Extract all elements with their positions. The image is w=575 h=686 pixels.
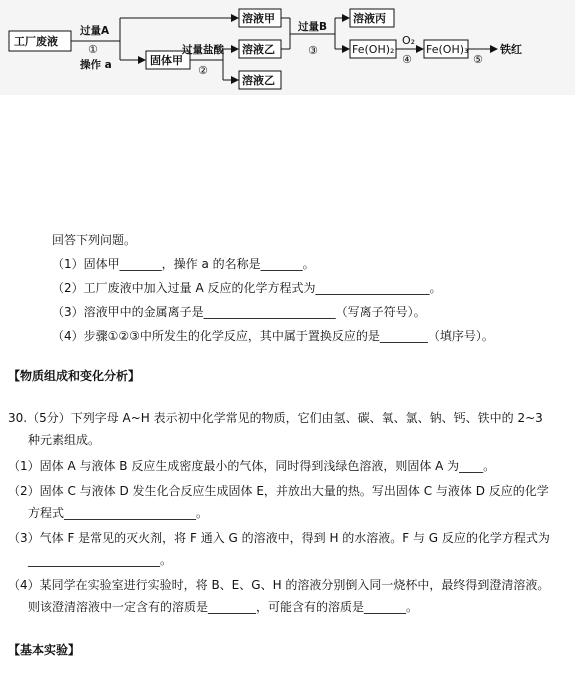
q29-part1: （1）固体甲_______，操作 a 的名称是_______。 bbox=[52, 257, 315, 271]
step1-operation: 操作 a bbox=[80, 59, 112, 71]
q30-part2-line1: （2）固体 C 与液体 D 发生化合反应生成固体 E，并放出大量的热。写出固体 C 与液体 D 反应的化学 bbox=[8, 484, 549, 498]
q30-part3-line1: （3）气体 F 是常见的灭火剂，将 F 通入 G 的溶液中，得到 H 的水溶液。F 与 G 反应的化学方程式为 bbox=[8, 531, 550, 545]
step3-number: ③ bbox=[308, 44, 318, 57]
q30-stem-line2: 种元素组成。 bbox=[28, 433, 101, 447]
q30-stem-line1: 30.（5分）下列字母 A~H 表示初中化学常见的物质，它们由氢、碳、氧、氯、钠、钙、铁中的 2~3 bbox=[8, 411, 543, 425]
step4-number: ④ bbox=[402, 53, 412, 66]
flowchart bbox=[0, 0, 575, 95]
box-feoh2-label: Fe(OH)₂ bbox=[352, 43, 395, 56]
step2-reagent: 过量盐酸 bbox=[182, 44, 224, 56]
step2-number: ② bbox=[198, 64, 208, 77]
q29-part2: （2）工厂废液中加入过量 A 反应的化学方程式为___________________。 bbox=[52, 281, 442, 295]
step1-reagent: 过量A bbox=[80, 25, 110, 37]
box-sol-b2-label: 溶液乙 bbox=[242, 74, 275, 87]
product-label: 铁红 bbox=[500, 43, 522, 56]
q29-part4: （4）步骤①②③中所发生的化学反应，其中属于置换反应的是________（填序号）。 bbox=[52, 329, 494, 343]
q30-part4-line2: 则该澄清溶液中一定含有的溶质是________，可能含有的溶质是_______。 bbox=[28, 600, 419, 614]
flowchart-diagram bbox=[0, 0, 575, 95]
q29-part3: （3）溶液甲中的金属离子是______________________（写离子符号）。 bbox=[52, 305, 426, 319]
q29-intro: 回答下列问题。 bbox=[52, 233, 137, 247]
box-sol-b1-label: 溶液乙 bbox=[242, 43, 275, 56]
q30-part1: （1）固体 A 与液体 B 反应生成密度最小的气体，同时得到浅绿色溶液，则固体 A 为____。 bbox=[8, 459, 496, 473]
box-sol-a-label: 溶液甲 bbox=[242, 12, 275, 25]
box-start-label: 工厂废液 bbox=[14, 35, 58, 48]
step1-number: ① bbox=[88, 43, 98, 56]
q30-part3-line2: ______________________。 bbox=[28, 553, 173, 567]
step4-reagent: O₂ bbox=[402, 34, 416, 47]
step5-number: ⑤ bbox=[473, 53, 483, 66]
box-feoh3-label: Fe(OH)₃ bbox=[426, 43, 469, 56]
q30-part4-line1: （4）某同学在实验室进行实验时，将 B、E、G、H 的溶液分别倒入同一烧杯中，最终得到澄清溶液。 bbox=[8, 578, 550, 592]
box-sol-c-label: 溶液丙 bbox=[353, 12, 386, 25]
box-solid-a-label: 固体甲 bbox=[150, 54, 183, 67]
section-heading-basic-experiment: 【基本实验】 bbox=[8, 643, 81, 657]
section-heading-analysis: 【物质组成和变化分析】 bbox=[8, 369, 141, 383]
step3-reagent: 过量B bbox=[298, 21, 328, 33]
q30-part2-line2: 方程式______________________。 bbox=[28, 506, 209, 520]
